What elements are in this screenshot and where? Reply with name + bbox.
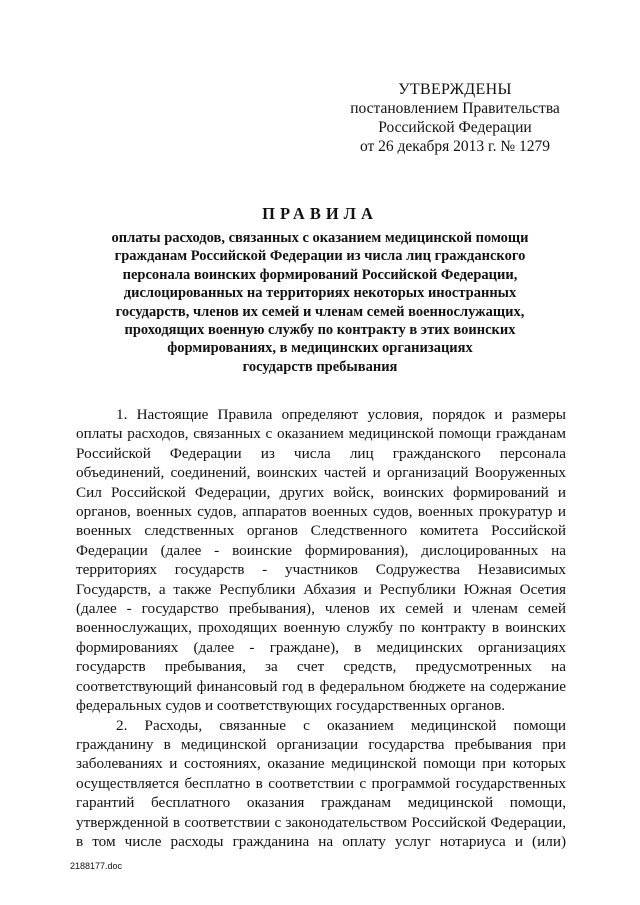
document-title: ПРАВИЛА bbox=[262, 204, 378, 223]
subtitle-line: гражданам Российской Федерации из числа лиц гражданского bbox=[114, 248, 526, 265]
subtitle-line: формированиях, в медицинских организациях bbox=[167, 340, 473, 357]
paragraph-2: 2. Расходы, связанные с оказанием медицинской помощи гражданину в медицинской организации государства пребывания при заболеваниях и состояниях, оказание медицинской помощи при которых осуществляется бесплатно в соответствии с программой государственных гарантий бесплатного оказания гражданам медицинской помощи, утвержденной в соответствии с законодательством Российской Федерации, в том числе расходы гражданина на оплату услуг нотариуса и (или) bbox=[76, 716, 566, 850]
subtitle-line: государств, членов их семей и членам семей военнослужащих, bbox=[115, 303, 525, 320]
approval-line-2: Российской Федерации bbox=[378, 119, 532, 136]
document-subtitle bbox=[95, 229, 545, 376]
paragraph-1: 1. Настоящие Правила определяют условия, порядок и размеры оплаты расходов, связанных с оказанием медицинской помощи гражданам Российской Федерации из числа лиц гражданского персонала объединений, соединений, воинских частей и организаций Вооруженных Сил Российской Федерации, других войск, воинских формирований и органов, военных судов, аппаратов военных судов, военных прокуратур и военных следственных органов Следственного комитета Российской Федерации (далее - воинские формирования), дислоцированных на территориях государств - участников Содружества Независимых Государств, а также Республики Абхазия и Республики Южная Осетия (далее - государство пребывания), членов их семей и членам семей военнослужащих, проходящих военную службу по контракту в воинских формированиях (далее - граждане), в медицинских организациях государств пребывания, за счет средств, предусмотренных на соответствующий финансовый год в федеральном бюджете на содержание федеральных судов и соответствующих государственных органов. bbox=[76, 406, 566, 715]
approval-heading: УТВЕРЖДЕНЫ bbox=[398, 81, 512, 98]
subtitle-line: дислоцированных на территориях некоторых иностранных bbox=[123, 285, 517, 302]
approval-line-1: постановлением Правительства bbox=[350, 100, 560, 117]
file-name-footer: 2188177.doc bbox=[70, 861, 123, 871]
subtitle-line: государств пребывания bbox=[242, 358, 398, 375]
subtitle-line: проходящих военную службу по контракту в этих воинских bbox=[124, 322, 516, 339]
approval-block bbox=[330, 80, 580, 156]
document-body bbox=[76, 405, 566, 851]
subtitle-line: персонала воинских формирований Российской Федерации, bbox=[122, 266, 518, 283]
approval-line-3: от 26 декабря 2013 г. № 1279 bbox=[359, 138, 551, 155]
subtitle-line: оплаты расходов, связанных с оказанием медицинской помощи bbox=[111, 230, 529, 246]
